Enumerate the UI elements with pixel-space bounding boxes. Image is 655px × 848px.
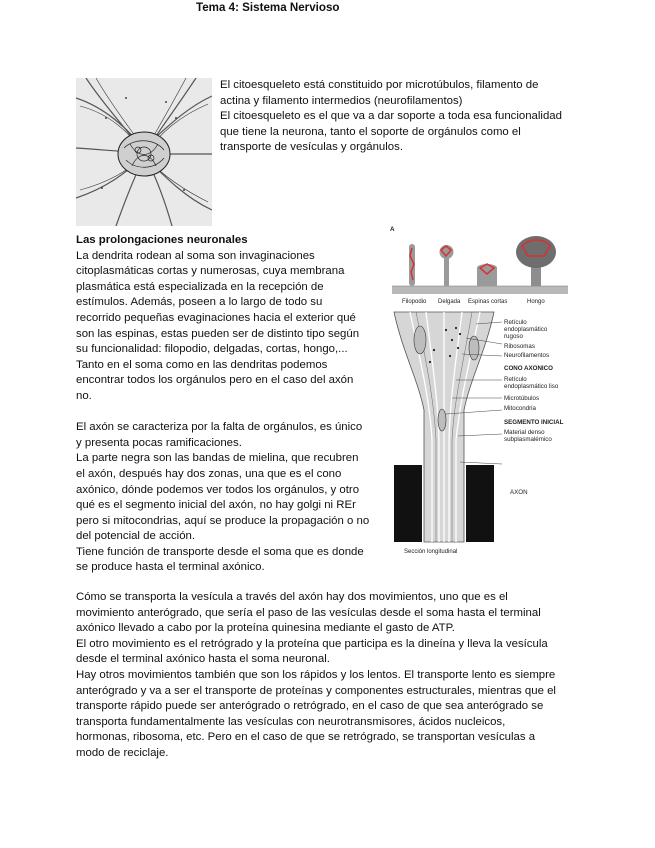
axon-label: SEGMENTO INICIAL — [504, 419, 564, 426]
section-line: encontrar todos los orgánulos pero en el caso del axón — [76, 374, 354, 387]
spine-caption: Espinas cortas — [468, 299, 508, 305]
transport-line: transporte rápido puede ser anterógrado o retrógrado, en el caso de que sea anterógrado se — [76, 700, 544, 713]
transport-line: modo de reciclaje. — [76, 746, 169, 759]
axon-label: CONO AXONICO — [504, 365, 553, 372]
page-title: Tema 4: Sistema Nervioso — [196, 1, 340, 14]
section-blank-line — [76, 405, 382, 421]
transport-line: axónico llevado a cabo por la proteína quinesina mediante el gasto de ATP. — [76, 622, 455, 635]
section-line: se produce hasta el terminal axónico. — [76, 561, 265, 574]
transport-line: desde el terminal axónico hasta el soma neuronal. — [76, 653, 330, 666]
section-line: La parte negra son las bandas de mielina, que recubren — [76, 452, 359, 465]
section-line: axónico, dónde podemos ver todos los orgánulos, y otro — [76, 483, 360, 496]
intro-paragraph — [220, 78, 580, 156]
intro-line: actina y filamento intermedios (neurofilamentos) — [220, 94, 463, 107]
section-line: y presenta pocas ramificaciones. — [76, 436, 242, 449]
transport-line: anterógrado y va a ser el transporte de proteínas y componentes estructurales, mientras que el — [76, 684, 556, 697]
section-line: plasmática está especializada en la recepción de — [76, 280, 324, 293]
intro-line: transporte de vesículas y orgánulos. — [220, 141, 403, 154]
axon-label: Material denso — [504, 429, 545, 436]
section-line: pero si mitocondrias, aquí se produce la propagación o no — [76, 514, 370, 527]
section-line: del potencial de acción. — [76, 530, 196, 543]
section-line: estímulos. Además, poseen a lo largo de todo su — [76, 296, 323, 309]
spine-caption: Delgada — [438, 299, 461, 305]
section-line: recorrido pequeñas evaginaciones hacia el exterior qué — [76, 311, 356, 324]
cytoskeleton-figure — [76, 78, 212, 226]
transport-line: hormonas, ribosoma, etc. Pero en el caso de que se retrógrado, se transportan vesículas a — [76, 731, 536, 744]
spine-caption: Filopodio — [402, 299, 427, 305]
axon-label: Retículo — [504, 319, 527, 326]
section-line: Tiene función de transporte desde el soma que es donde — [76, 545, 364, 558]
axon-label: Mitocondria — [504, 405, 536, 412]
transport-paragraph — [76, 590, 596, 762]
spines-panel-letter: A — [390, 226, 395, 233]
section-line: qué es el segmento inicial del axón, no hay golgi ni REr — [76, 499, 356, 512]
axon-label: endoplasmático — [504, 326, 548, 333]
transport-line: movimiento anterógrado, que sería el paso de las vesículas desde el soma hasta el terminal — [76, 606, 541, 619]
intro-line: que tiene la neurona, tanto el soporte de orgánulos como el — [220, 125, 521, 138]
section-line: no. — [76, 389, 92, 402]
axon-label: Microtúbulos — [504, 395, 540, 402]
axon-label: AXON — [510, 489, 528, 496]
transport-line: Cómo se transporta la vesícula a través del axón hay dos movimientos, uno que es el — [76, 591, 508, 603]
transport-line: transporta fundamentalmente las vesículas con neurotransmisores, ácidos nucleicos, — [76, 715, 506, 728]
section-line: el axón, después hay dos zonas, una que es el cono — [76, 467, 342, 480]
axon-label: endoplasmático liso — [504, 383, 559, 390]
section-line: su funcionalidad: filopodio, delgadas, cortas, hongo,... — [76, 343, 348, 356]
spine-caption: Hongo — [527, 299, 545, 305]
section-line: El axón se caracteriza por la falta de orgánulos, es único — [76, 421, 363, 434]
axon-hillock-figure — [386, 310, 572, 556]
section-line: Tanto en el soma como en las dendritas podemos — [76, 358, 328, 371]
transport-line: El otro movimiento es el retrógrado y la proteína que participa es la dineína y lleva la vesícula — [76, 637, 548, 650]
spine-captions — [402, 299, 545, 305]
section-line: citoplasmáticas cortas y numerosas, cuya membrana — [76, 265, 345, 278]
intro-line: El citoesqueleto está constituido por microtúbulos, filamento de — [220, 79, 539, 91]
section-line: La dendrita rodean al soma son invaginaciones — [76, 249, 315, 262]
dendritic-spines-figure — [388, 222, 572, 308]
section-heading: Las prolongaciones neuronales — [76, 234, 248, 246]
section-line: son las espinas, estas pueden ser de distinto tipo según — [76, 327, 360, 340]
intro-line: El citoesqueleto es el que va a dar soporte a toda esa funcionalidad — [220, 110, 562, 123]
axon-label: rugoso — [504, 333, 523, 340]
axon-label: subplasmalémico — [504, 436, 552, 443]
prolongaciones-section — [76, 233, 382, 576]
axon-label: Neurofilamentos — [504, 352, 550, 359]
axon-label: Retículo — [504, 376, 527, 383]
axon-label: Ribosomas — [504, 343, 535, 350]
axon-figure-caption: Sección longitudinal — [404, 549, 458, 555]
transport-line: Hay otros movimientos también que son los rápidos y los lentos. El transporte lento es siempre — [76, 668, 556, 681]
